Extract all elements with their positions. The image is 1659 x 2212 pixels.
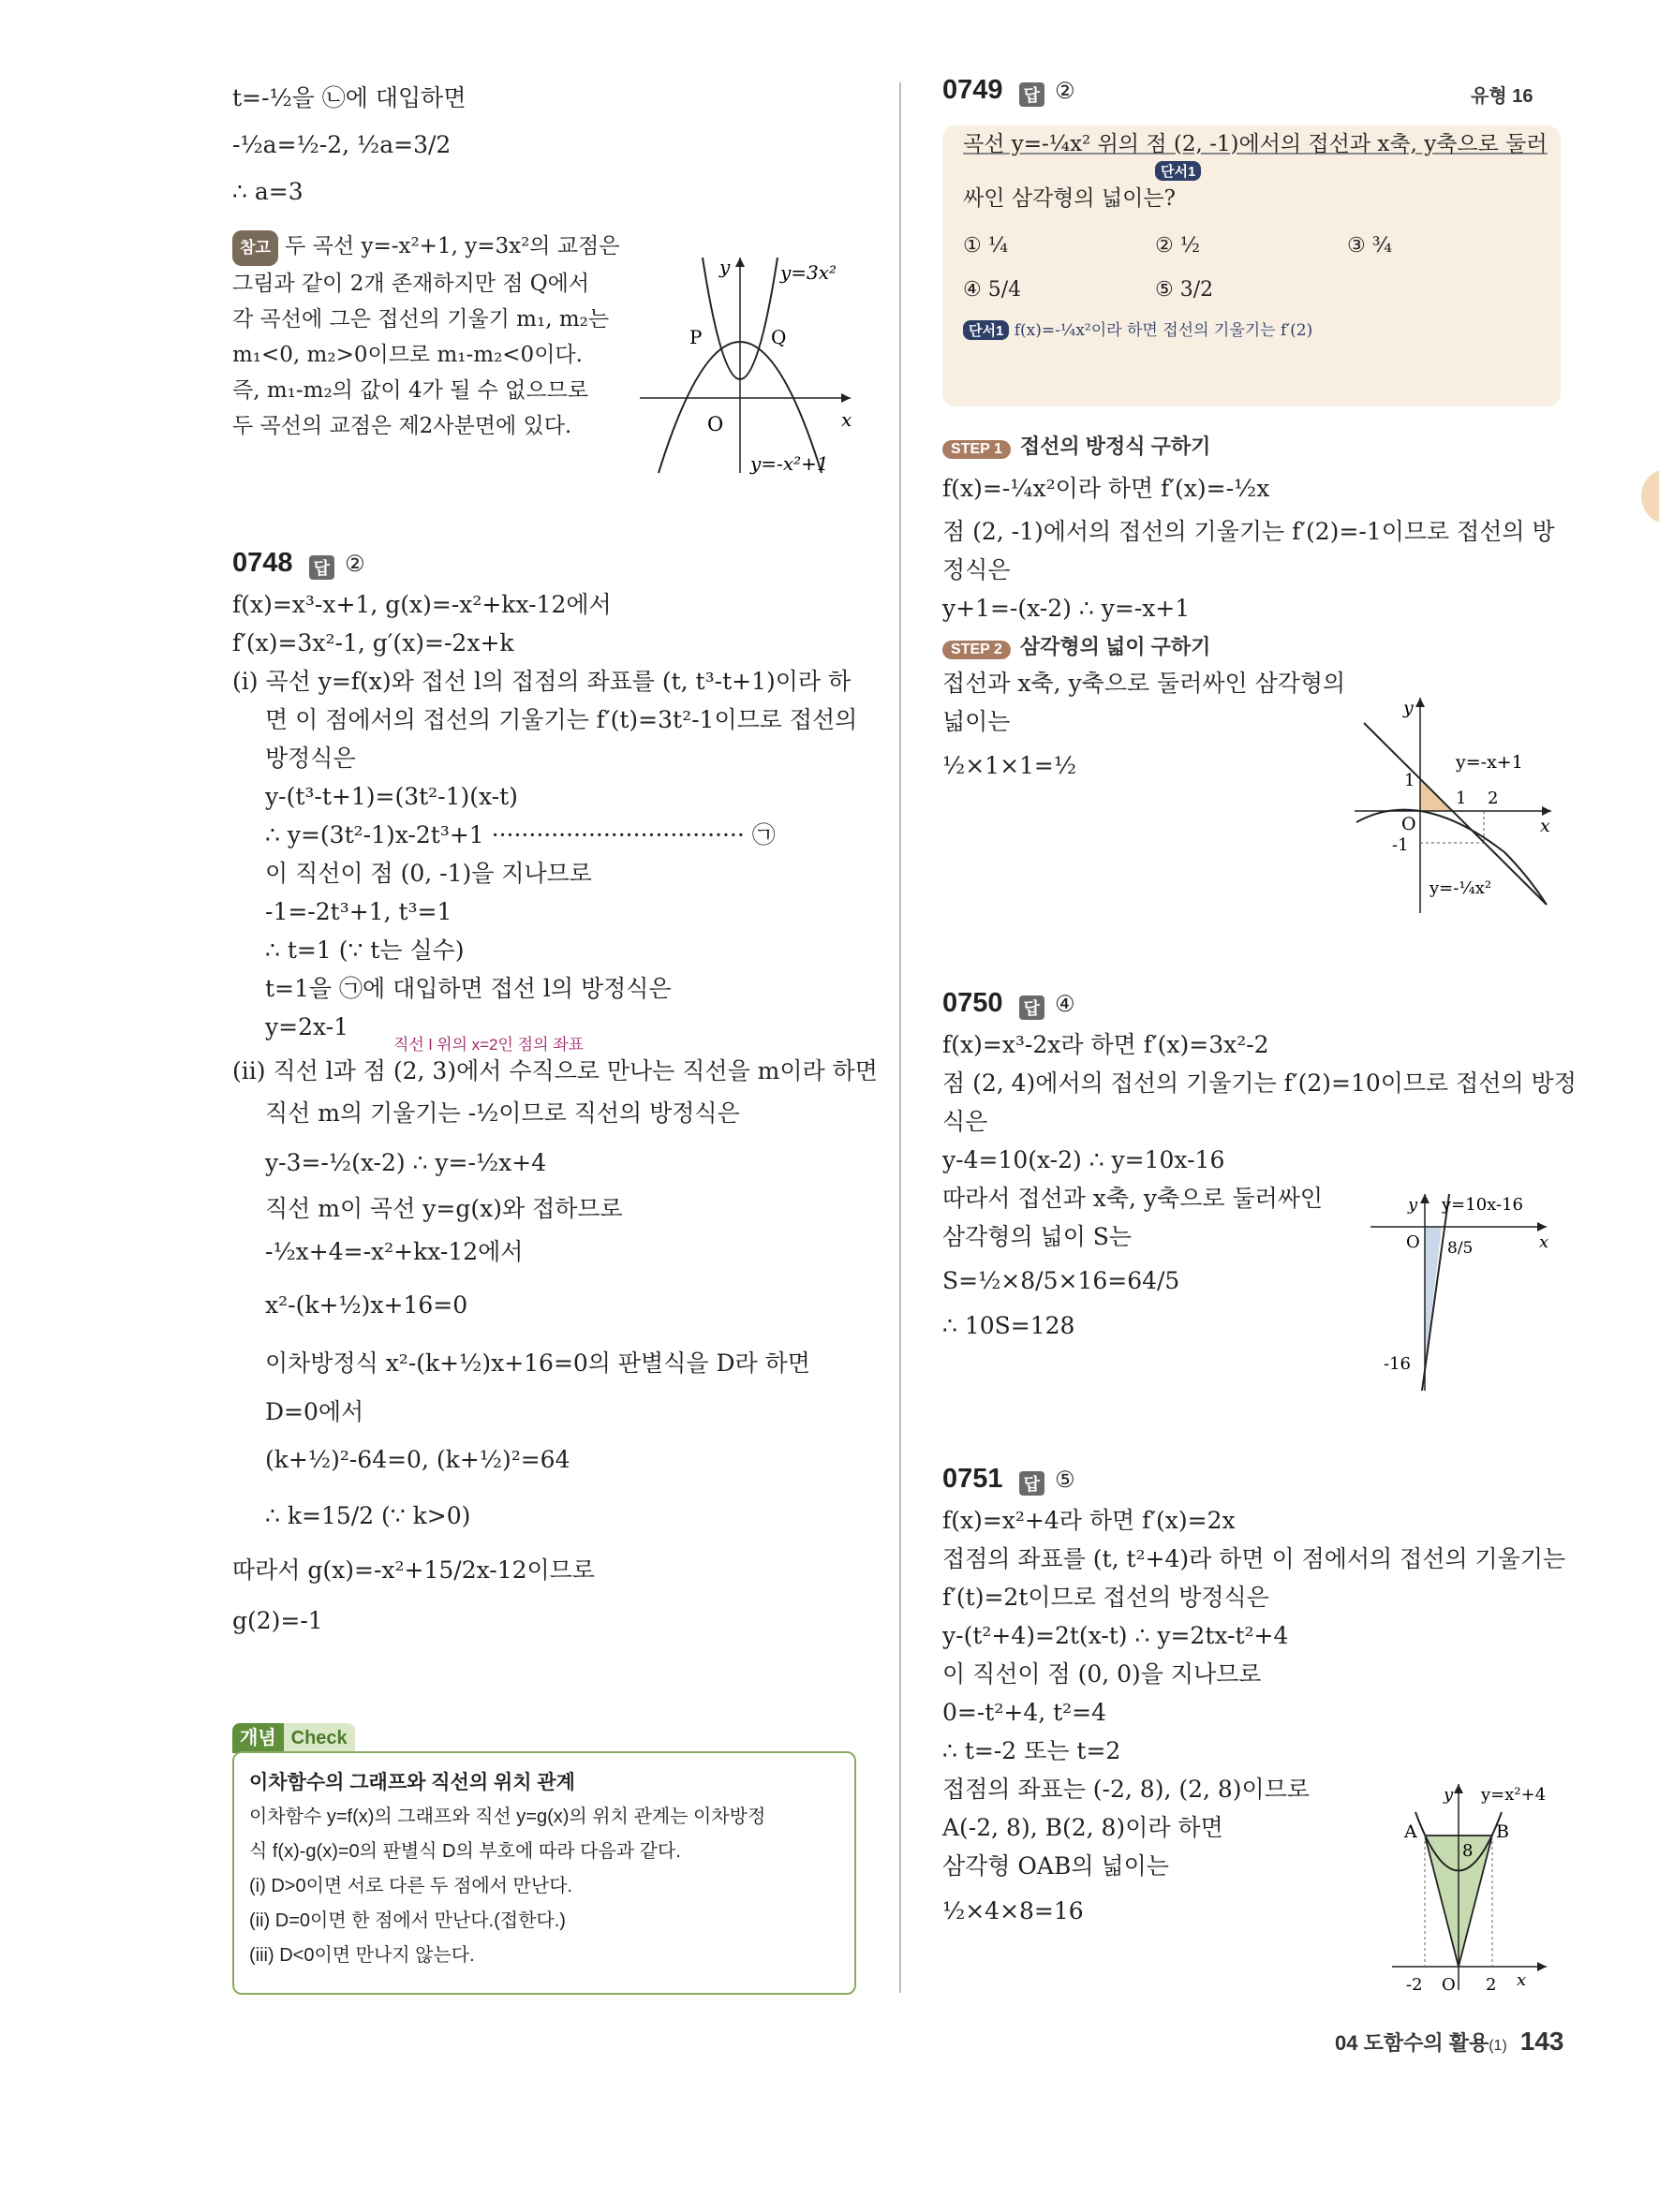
text-line: 이차방정식 x²-(k+½)x+16=0의 판별식을 D라 하면 <box>265 1349 810 1377</box>
choice: ① ¼ <box>963 233 1009 258</box>
chapter-sub: (1) <box>1489 2038 1507 2054</box>
column-divider <box>899 82 901 1993</box>
tick-label: 1 <box>1404 771 1415 790</box>
y-axis-label: y <box>719 256 731 278</box>
text-line: ∴ t=-2 또는 t=2 <box>942 1736 1121 1764</box>
origin-label: O <box>1406 1232 1420 1252</box>
choice: ② ½ <box>1155 233 1201 258</box>
text-line: ½×1×1=½ <box>942 752 1077 779</box>
check-tag-2: Check <box>284 1723 355 1753</box>
x-axis-label: x <box>1517 1970 1527 1990</box>
text-line: 점 (2, 4)에서의 접선의 기울기는 f′(2)=10이므로 접선의 방정 <box>942 1069 1577 1097</box>
choice: ④ 5/4 <box>963 277 1022 302</box>
text-line: 면 이 점에서의 접선의 기울기는 f′(t)=3t²-1이므로 접선의 <box>265 705 858 733</box>
curve-label: y=-x²+1 <box>750 452 829 475</box>
problem-text: 싸인 삼각형의 넓이는? <box>963 185 1176 211</box>
step-tag: STEP 2 <box>942 641 1011 659</box>
choice: ⑤ 3/2 <box>1155 277 1214 302</box>
text-line: f(x)=x²+4라 하면 f′(x)=2x <box>942 1506 1236 1534</box>
text-line: f′(t)=2t이므로 접선의 방정식은 <box>942 1583 1269 1611</box>
choices-row <box>963 234 1545 258</box>
page-footer <box>1335 2027 1564 2057</box>
answer-value: ⑤ <box>1055 1467 1075 1493</box>
text-line: 넓이는 <box>942 708 1011 735</box>
text-line: g(2)=-1 <box>232 1606 323 1634</box>
check-line: (i) D>0이면 서로 다른 두 점에서 만난다. <box>249 1876 573 1896</box>
x-axis-label: x <box>1540 816 1550 836</box>
origin-label: O <box>1401 814 1416 834</box>
choices-row <box>963 278 1545 302</box>
text-line: 따라서 g(x)=-x²+15/2x-12이므로 <box>232 1556 595 1584</box>
type-label: 유형 16 <box>1471 86 1533 107</box>
text-line <box>232 1035 878 1090</box>
problem-0748 <box>232 548 878 1644</box>
text-line: t=1을 ㉠에 대입하면 접선 l의 방정식은 <box>265 974 672 1002</box>
concept-check-box <box>232 1751 856 1995</box>
step-tag: STEP 1 <box>942 440 1011 459</box>
concept-check-tag <box>232 1723 355 1753</box>
reference-tag: 참고 <box>232 230 278 266</box>
text-line: 정식은 <box>942 556 1011 583</box>
text-line: y-4=10(x-2) ∴ y=10x-16 <box>942 1145 1225 1173</box>
y-axis-label: y <box>1408 1195 1418 1215</box>
text-line: 접점의 좌표를 (t, t²+4)라 하면 이 점에서의 접선의 기울기는 <box>942 1544 1566 1572</box>
text-line: (i) 곡선 y=f(x)와 접선 l의 접점의 좌표를 (t, t³-t+1)이라 하 <box>232 667 852 695</box>
chapter-label: 04 도함수의 활용 <box>1335 2031 1489 2055</box>
step-title: 삼각형의 넓이 구하기 <box>1019 635 1211 658</box>
text-line: D=0에서 <box>265 1397 364 1425</box>
text-line: 방정식은 <box>265 744 356 772</box>
answer-value: ② <box>345 551 365 577</box>
y-intercept-label: -16 <box>1384 1354 1411 1374</box>
text-line: 이 직선이 점 (0, -1)을 지나므로 <box>265 859 592 887</box>
x-axis-label: x <box>1539 1232 1549 1252</box>
ref-line: 그림과 같이 2개 존재하지만 점 Q에서 <box>232 272 590 296</box>
tick-label: 2 <box>1488 789 1499 808</box>
text-line: (k+½)²-64=0, (k+½)²=64 <box>265 1445 570 1473</box>
text-line: ½×4×8=16 <box>942 1896 1084 1924</box>
x-intercept-label: 8/5 <box>1447 1239 1474 1258</box>
text-line: ∴ k=15/2 (∵ k>0) <box>265 1501 471 1529</box>
answer-value: ④ <box>1055 991 1075 1017</box>
text-line: 삼각형의 넓이 S는 <box>942 1222 1133 1250</box>
text-line: 직선 m이 곡선 y=g(x)와 접하므로 <box>265 1194 623 1222</box>
answer-value: ② <box>1055 78 1075 104</box>
answer-tag: 답 <box>309 555 334 580</box>
answer-tag: 답 <box>1019 1471 1044 1496</box>
prev-solution-end <box>232 75 851 215</box>
tick-label: 2 <box>1486 1975 1497 1995</box>
problem-text: 곡선 y=-¼x² 위의 점 (2, -1)에서의 접선과 x축, y축으로 둘러 <box>963 131 1548 156</box>
chapter-side-tab <box>1641 468 1659 524</box>
ref-line: 즉, m₁-m₂의 값이 4가 될 수 없으므로 <box>232 378 589 403</box>
text-line: 점 (2, -1)에서의 접선의 기울기는 f′(2)=-1이므로 접선의 방 <box>942 518 1555 545</box>
graph-0751 <box>1387 1779 1565 2004</box>
text-line: ∴ 10S=128 <box>942 1311 1075 1339</box>
left-column <box>232 75 878 1634</box>
point-p-label: P <box>689 326 703 348</box>
text-line: x²-(k+½)x+16=0 <box>265 1290 468 1319</box>
text-line: 식은 <box>942 1107 988 1135</box>
right-column <box>942 75 1577 1995</box>
text-line: y-3=-½(x-2) ∴ y=-½x+4 <box>265 1148 547 1176</box>
problem-0749-content <box>942 116 1565 340</box>
text-line: -½x+4=-x²+kx-12에서 <box>265 1237 524 1265</box>
reference-note <box>232 229 644 444</box>
text-line: f(x)=x³-2x라 하면 f′(x)=3x²-2 <box>942 1030 1269 1058</box>
curve-label: y=3x² <box>780 261 837 284</box>
annotation-note: 직선 l 위의 x=2인 점의 좌표 <box>393 1035 585 1054</box>
tick-label: 8 <box>1462 1841 1474 1861</box>
check-line: (iii) D<0이면 만나지 않는다. <box>249 1945 475 1966</box>
text-line: S=½×8/5×16=64/5 <box>942 1266 1180 1294</box>
ref-line: m₁<0, m₂>0이므로 m₁-m₂<0이다. <box>232 343 583 367</box>
text-line: 직선 m의 기울기는 -½이므로 직선의 방정식은 <box>265 1099 740 1127</box>
choice: ③ ¾ <box>1347 233 1393 258</box>
curve-label: y=-¼x² <box>1429 878 1492 898</box>
ref-line: 각 곡선에 그은 접선의 기울기 m₁, m₂는 <box>232 307 610 332</box>
text-line: 삼각형 OAB의 넓이는 <box>942 1851 1169 1880</box>
page-number: 143 <box>1519 2027 1564 2056</box>
y-axis-label: y <box>1444 1785 1454 1805</box>
answer-tag: 답 <box>1019 82 1044 107</box>
text-line: f(x)=x³-x+1, g(x)=-x²+kx-12에서 <box>232 590 612 618</box>
graph-0749 <box>1355 693 1570 918</box>
check-line: 식 f(x)-g(x)=0의 판별식 D의 부호에 따라 다음과 같다. <box>249 1841 681 1862</box>
text-line: 접점의 좌표는 (-2, 8), (2, 8)이므로 <box>942 1775 1311 1803</box>
text-line: y-(t²+4)=2t(x-t) ∴ y=2tx-t²+4 <box>942 1621 1289 1649</box>
text-line: y+1=-(x-2) ∴ y=-x+1 <box>942 595 1191 622</box>
text-line: -1=-2t³+1, t³=1 <box>265 897 452 925</box>
point-a-label: A <box>1404 1821 1417 1842</box>
text-line: ∴ t=1 (∵ t는 실수) <box>265 936 465 964</box>
hint-tag: 단서1 <box>1155 161 1201 181</box>
text-line: A(-2, 8), B(2, 8)이라 하면 <box>942 1813 1223 1841</box>
curve-label: y=x²+4 <box>1481 1785 1547 1805</box>
hint-text: f(x)=-¼x²이라 하면 접선의 기울기는 f′(2) <box>1014 320 1313 340</box>
text-line: y=2x-1 <box>265 1012 348 1040</box>
ref-line: 두 곡선 y=-x²+1, y=3x²의 교점은 <box>285 234 620 258</box>
text-line: -½a=½-2, ½a=3/2 <box>232 131 452 158</box>
origin-label: O <box>707 413 724 435</box>
origin-label: O <box>1442 1975 1456 1995</box>
check-line: (ii) D=0이면 한 점에서 만난다.(접한다.) <box>249 1910 566 1931</box>
text-line: ∴ y=(3t²-1)x-2t³+1 ·································· ㉠ <box>265 820 776 848</box>
text-line: ∴ a=3 <box>232 178 304 205</box>
text-line: 이 직선이 점 (0, 0)을 지나므로 <box>942 1659 1262 1688</box>
check-title: 이차함수의 그래프와 직선의 위치 관계 <box>249 1772 575 1793</box>
text-line: y-(t³-t+1)=(3t²-1)(x-t) <box>265 782 518 810</box>
text-span: (ii) 직선 l과 점 (2, 3)에서 수직으로 만나는 직선을 m이라 하면 <box>232 1056 878 1084</box>
problem-number: 0750 <box>942 988 1003 1018</box>
check-line: 이차함수 y=f(x)의 그래프와 직선 y=g(x)의 위치 관계는 이차방정 <box>249 1806 766 1827</box>
line-label: y=10x-16 <box>1442 1195 1523 1215</box>
step-title: 접선의 방정식 구하기 <box>1019 435 1211 458</box>
graph-two-parabolas <box>640 253 865 478</box>
problem-number: 0749 <box>942 75 1003 105</box>
answer-tag: 답 <box>1019 995 1044 1020</box>
text-line: 따라서 접선과 x축, y축으로 둘러싸인 <box>942 1184 1324 1212</box>
text-line: t=-½을 ㉡에 대입하면 <box>232 84 467 111</box>
tick-label: -2 <box>1406 1975 1423 1995</box>
point-q-label: Q <box>771 326 787 348</box>
check-tag-1: 개념 <box>232 1723 284 1753</box>
tick-label: 1 <box>1456 789 1467 808</box>
text-line: f′(x)=3x²-1, g′(x)=-2x+k <box>232 628 514 656</box>
point-b-label: B <box>1496 1821 1509 1842</box>
line-label: y=-x+1 <box>1456 752 1523 773</box>
text-line: 0=-t²+4, t²=4 <box>942 1698 1107 1726</box>
graph-0750 <box>1369 1189 1565 1395</box>
text-line: f(x)=-¼x²이라 하면 f′(x)=-½x <box>942 475 1270 502</box>
problem-number: 0748 <box>232 548 293 578</box>
x-axis-label: x <box>841 408 852 431</box>
y-axis-label: y <box>1403 698 1414 718</box>
tick-label: -1 <box>1392 835 1409 855</box>
hint-tag: 단서1 <box>963 320 1009 340</box>
ref-line: 두 곡선의 교점은 제2사분면에 있다. <box>232 414 572 438</box>
text-line: 접선과 x축, y축으로 둘러싸인 삼각형의 <box>942 670 1346 697</box>
problem-number: 0751 <box>942 1464 1003 1494</box>
hint-line <box>963 317 1545 340</box>
